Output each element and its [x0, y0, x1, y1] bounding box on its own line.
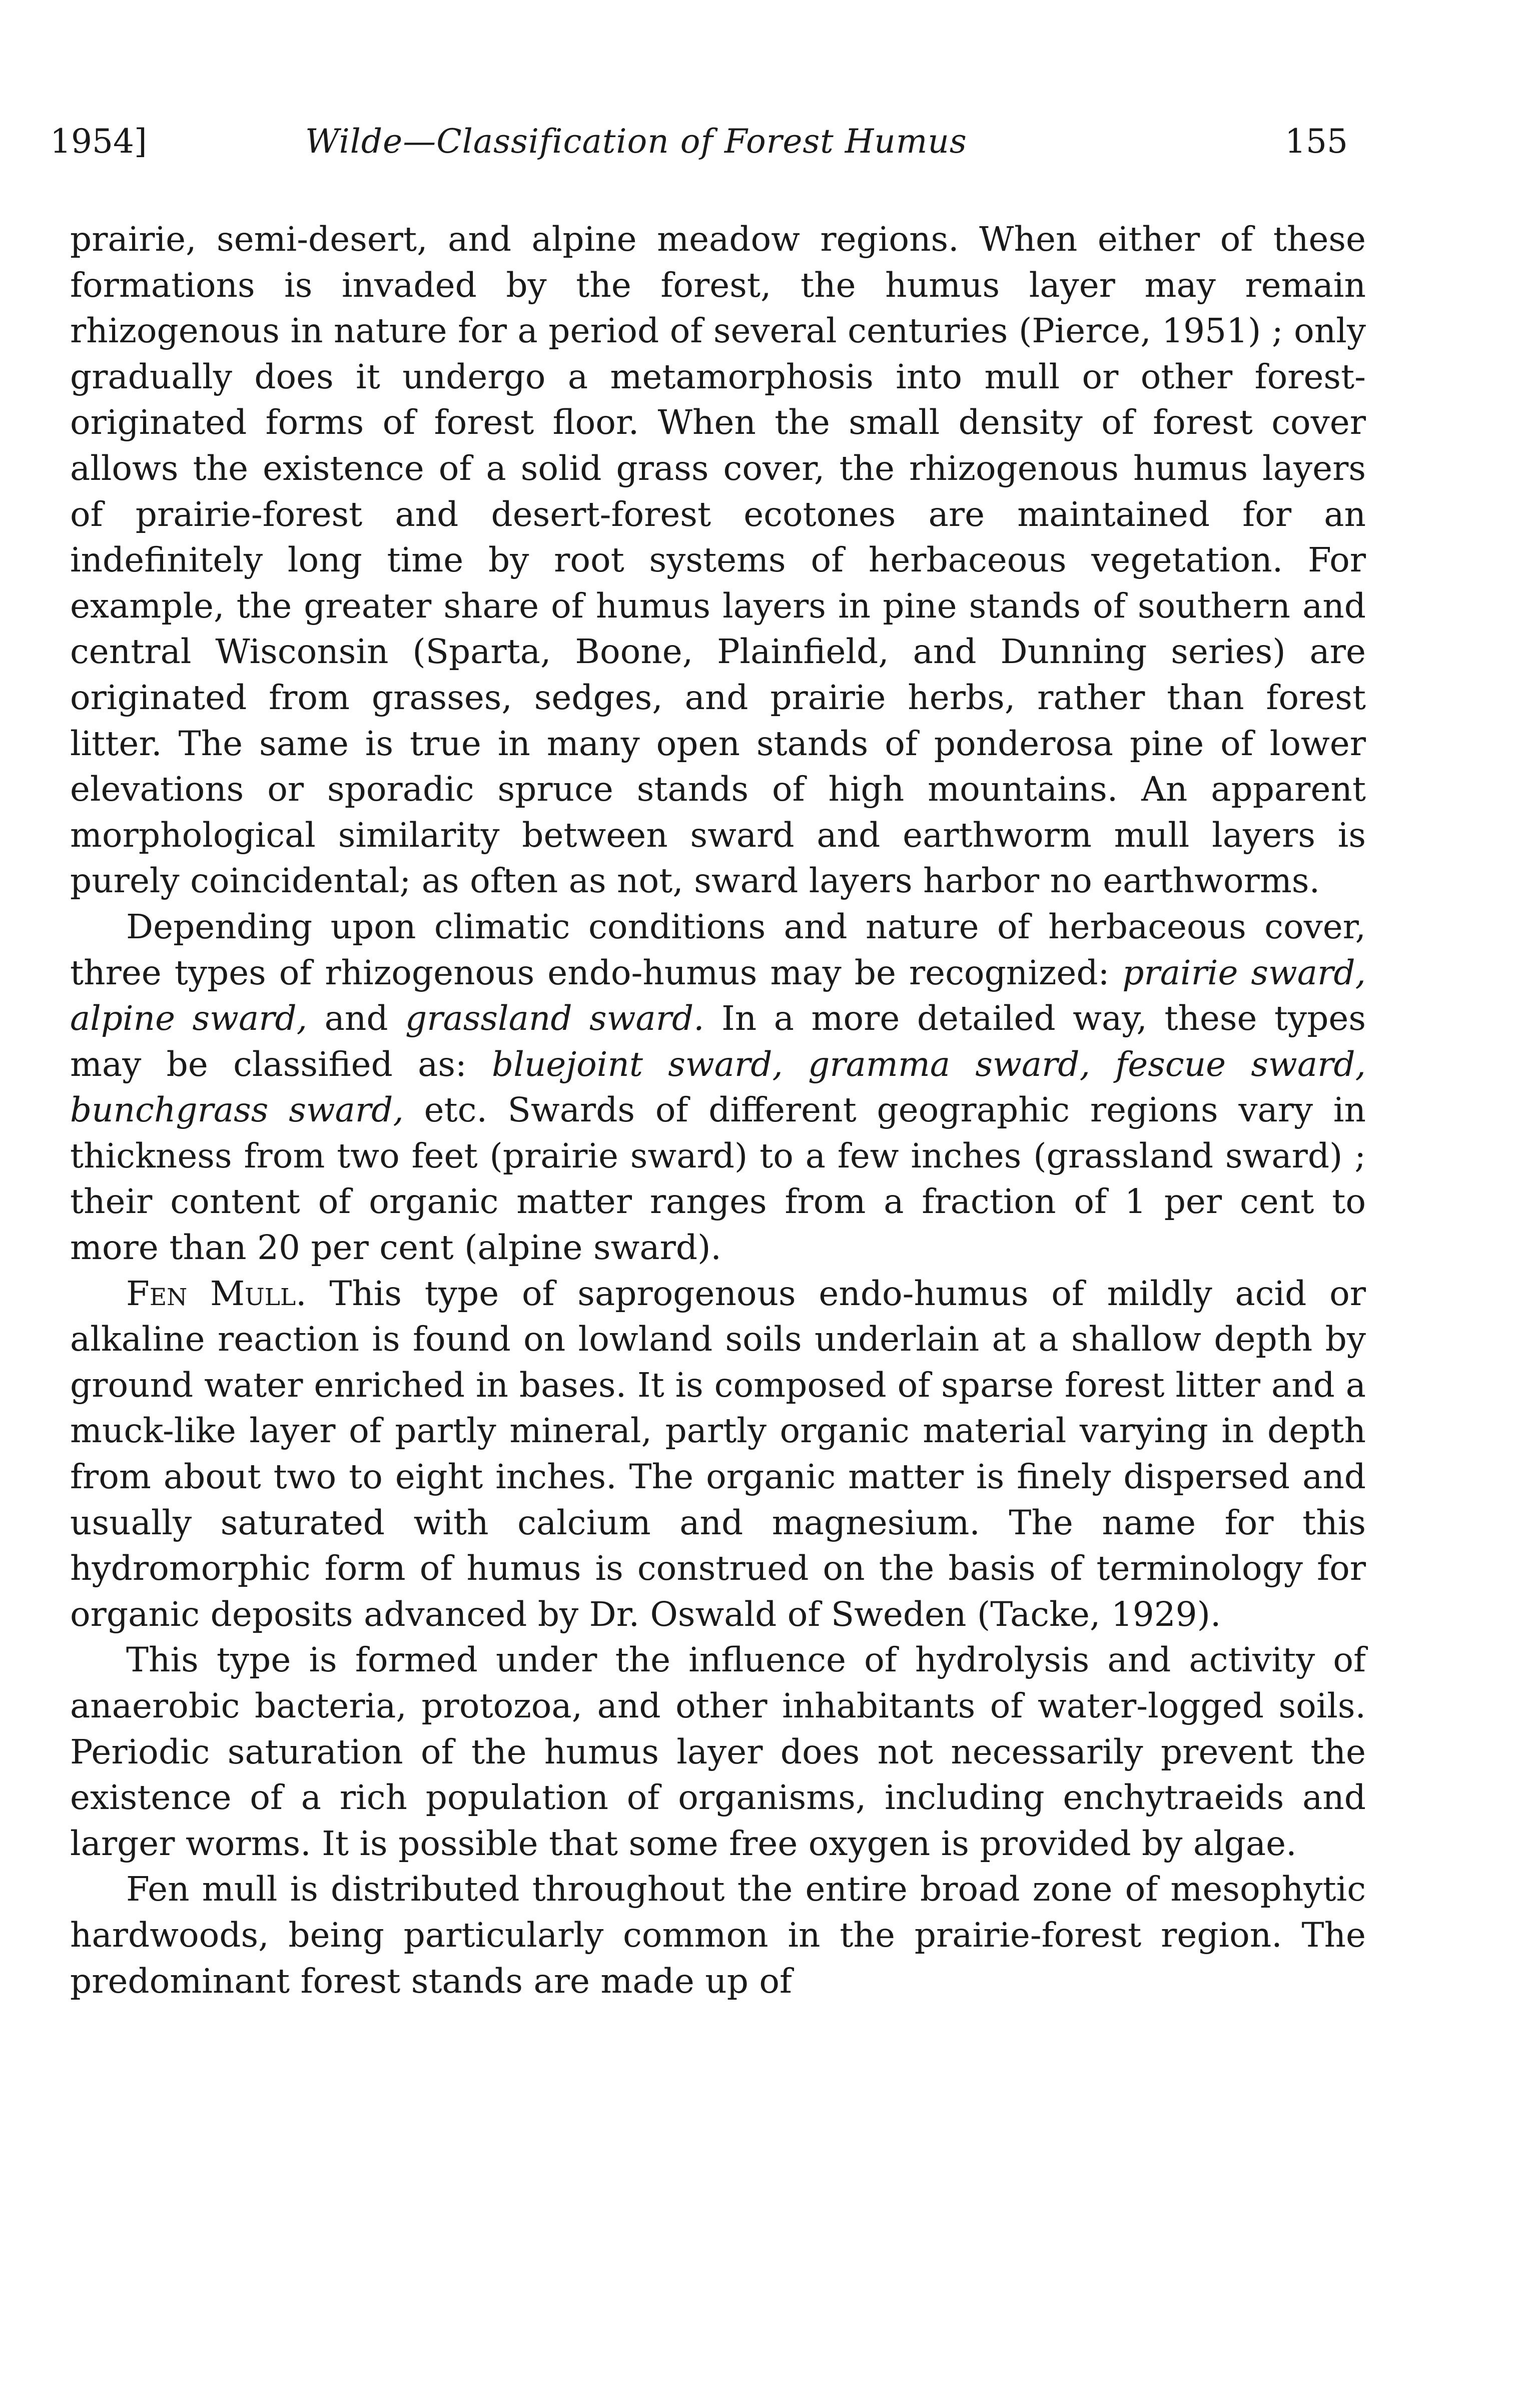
- paragraph-2-text-2: and: [307, 998, 406, 1038]
- paragraph-3-text: This type of saprogenous endo-humus of mildly acid or alkaline reaction is found on lowland soils underlain at a shallow depth by ground water enriched in bases. It is composed of sparse forest litter and a muck-like layer of partly mineral, partly organic material varying in depth from about two to eight inches. The organic matter is finely dispersed and usually saturated with calcium and magnesium. The name for this hydromorphic form of humus is construed on the basis of terminology for organic deposits advanced by Dr. Oswald of Sweden (Tacke, 1929).: [70, 1273, 1366, 1634]
- page-number: 155: [1285, 122, 1348, 161]
- sward-types-italic: prairie sward, alpine sward,: [70, 952, 1366, 1038]
- detailed-sward-types-italic: bluejoint sward, gramma sward, fescue sward, bunchgrass sward,: [70, 1044, 1366, 1130]
- paragraph-2-text-3: In a more detailed way, these types may be classified as:: [70, 998, 1366, 1084]
- paragraph-1: prairie, semi-desert, and alpine meadow regions. When either of these formations is invaded by the forest, the humus layer may remain rhizogenous in nature for a period of several centuries (Pierce, 1951) ; only gradually does it undergo a metamorphosis into mull or other forest-originated forms of forest floor. When the small density of forest cover allows the existence of a solid grass cover, the rhizogenous humus layers of prairie-forest and desert-forest ecotones are maintained for an indefinitely long time by root systems of herbaceous vegetation. For example, the greater share of humus layers in pine stands of southern and central Wisconsin (Sparta, Boone, Plainfield, and Dunning series) are originated from grasses, sedges, and prairie herbs, rather than forest litter. The same is true in many open stands of ponderosa pine of lower elevations or sporadic spruce stands of high mountains. An apparent morphological similarity between sward and earthworm mull layers is purely coincidental; as often as not, sward layers harbor no earthworms.: [70, 219, 1366, 901]
- paragraph-3: [70, 1271, 1366, 1637]
- paragraph-2-text-1: Depending upon climatic conditions and nature of herbaceous cover, three types of rhizogenous endo-humus may be recognized:: [70, 906, 1366, 992]
- header-year: 1954]: [50, 122, 147, 161]
- header-title: Wilde—Classification of Forest Humus: [305, 122, 967, 161]
- paragraph-2: [70, 904, 1366, 1271]
- paragraph-5: Fen mull is distributed throughout the entire broad zone of mesophytic hardwoods, being particularly common in the prairie-forest region. The predominant forest stands are made up of: [70, 1869, 1366, 2001]
- article-body: [70, 216, 1366, 2004]
- grassland-sward-italic: grassland sward.: [405, 998, 704, 1038]
- running-header: [50, 119, 1351, 164]
- paragraph-4: This type is formed under the influence of hydrolysis and activity of anaerobic bacteria, protozoa, and other inhabitants of water-logged soils. Periodic saturation of the humus layer does not necessarily prevent the existence of a rich population of organisms, including enchytraeids and larger worms. It is possible that some free oxygen is provided by algae.: [70, 1640, 1366, 1863]
- paragraph-2-text-4: etc. Swards of different geographic regions vary in thickness from two feet (prairie sward) to a few inches (grassland sward) ; their content of organic matter ranges from a fraction of 1 per cent to more than 20 per cent (alpine sward).: [70, 1090, 1366, 1268]
- fen-mull-heading: Fen Mull.: [126, 1273, 307, 1313]
